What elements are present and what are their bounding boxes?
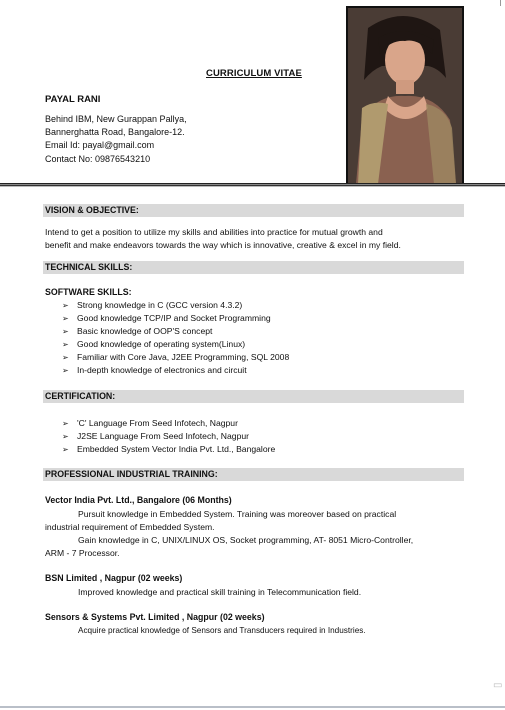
training-1-line-3: Gain knowledge in C, UNIX/LINUX OS, Socket programming, AT- 8051 Micro-Controller,: [78, 535, 414, 545]
vision-text: [45, 226, 465, 252]
vision-line-1: Intend to get a position to utilize my skills and abilities into practice for mutual growth and: [45, 227, 383, 237]
arrow-right-icon: ➢: [62, 366, 69, 375]
address-line-1: Behind IBM, New Gurappan Pallya,: [45, 114, 187, 124]
software-skills-list: [62, 299, 289, 377]
arrow-right-icon: ➢: [62, 314, 69, 323]
document-title: CURRICULUM VITAE: [206, 68, 302, 79]
profile-photo-illustration: [348, 8, 462, 184]
list-item: ➢ 'C' Language From Seed Infotech, Nagpur: [62, 418, 238, 428]
vision-line-2: benefit and make endeavors towards the way which is innovative, creative & excel in my field.: [45, 240, 401, 250]
arrow-right-icon: ➢: [62, 340, 69, 349]
certification-heading: CERTIFICATION:: [43, 390, 464, 403]
technical-heading: TECHNICAL SKILLS:: [43, 261, 464, 274]
profile-photo: [346, 6, 464, 186]
contact-line: Contact No: 09876543210: [45, 153, 151, 164]
training-1-line-4: ARM - 7 Processor.: [45, 548, 120, 558]
arrow-right-icon: ➢: [62, 301, 69, 310]
training-1-line-1: Pursuit knowledge in Embedded System. Training was moreover based on practical: [78, 509, 397, 519]
email-line: Email Id: payal@gmail.com: [45, 140, 155, 151]
list-item: ➢ Good knowledge of operating system(Linux): [62, 339, 246, 349]
arrow-right-icon: ➢: [62, 327, 69, 336]
bottom-divider: [0, 706, 505, 708]
training-org-2: BSN Limited , Nagpur (02 weeks): [45, 573, 183, 583]
contact-block: [45, 113, 187, 166]
address-line-2: Bannerghatta Road, Bangalore-12.: [45, 127, 185, 138]
list-item: ➢ Basic knowledge of OOP'S concept: [62, 326, 213, 336]
vision-heading: VISION & OBJECTIVE:: [43, 204, 464, 217]
arrow-right-icon: ➢: [62, 419, 69, 428]
training-org-3: Sensors & Systems Pvt. Limited , Nagpur (02 weeks): [45, 612, 265, 622]
candidate-name: PAYAL RANI: [45, 94, 101, 105]
training-1-line-2: industrial requirement of Embedded System.: [45, 522, 215, 532]
arrow-right-icon: ➢: [62, 445, 69, 454]
list-item: ➢ Strong knowledge in C (GCC version 4.3.2): [62, 300, 243, 310]
header-divider: [0, 183, 505, 187]
list-item: ➢ In-depth knowledge of electronics and circuit: [62, 365, 247, 375]
training-heading: PROFESSIONAL INDUSTRIAL TRAINING:: [43, 468, 464, 481]
arrow-right-icon: ➢: [62, 432, 69, 441]
list-item: ➢ Good knowledge TCP/IP and Socket Programming: [62, 313, 271, 323]
arrow-right-icon: ➢: [62, 353, 69, 362]
training-3-line-1: Acquire practical knowledge of Sensors and Transducers required in Industries.: [78, 626, 366, 635]
page-corner-icon: ▭: [493, 680, 503, 691]
training-2-line-1: Improved knowledge and practical skill training in Telecommunication field.: [78, 587, 362, 597]
certification-list: [62, 417, 275, 456]
top-edge-line: [500, 0, 501, 6]
list-item: ➢ Familiar with Core Java, J2EE Programming, SQL 2008: [62, 352, 290, 362]
training-org-1: Vector India Pvt. Ltd., Bangalore (06 Months): [45, 495, 232, 505]
software-skills-subheading: SOFTWARE SKILLS:: [45, 287, 132, 297]
list-item: ➢ J2SE Language From Seed Infotech, Nagpur: [62, 431, 249, 441]
list-item: ➢ Embedded System Vector India Pvt. Ltd., Bangalore: [62, 444, 276, 454]
